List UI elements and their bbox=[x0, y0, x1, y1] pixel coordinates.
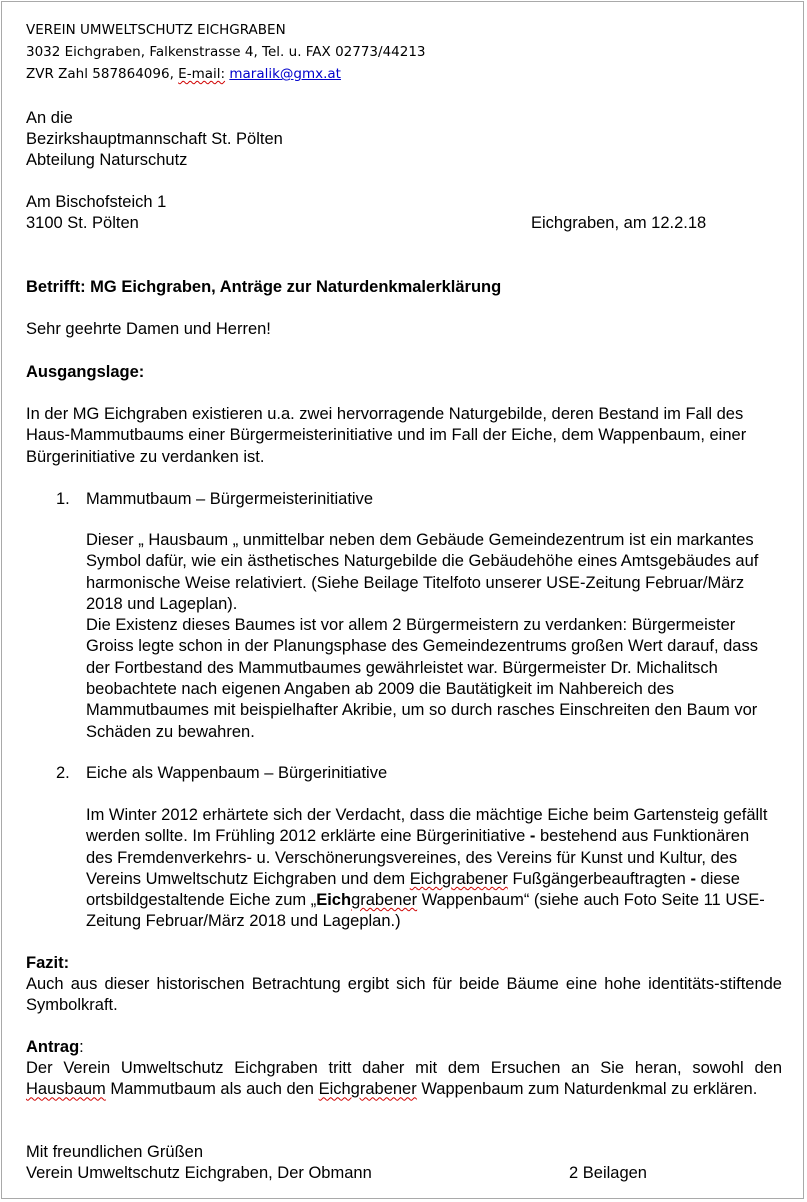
recipient-line-1: An die bbox=[26, 109, 73, 127]
email-link[interactable]: maralik@gmx.at bbox=[229, 66, 341, 82]
signature: Verein Umweltschutz Eichgraben, Der Obmann bbox=[26, 1164, 372, 1182]
recipient-city: 3100 St. Pölten bbox=[26, 214, 139, 232]
fazit-heading: Fazit: bbox=[26, 954, 70, 972]
closing: Mit freundlichen Grüßen bbox=[26, 1143, 203, 1161]
email-label: E-mail: bbox=[178, 66, 226, 82]
salutation: Sehr geehrte Damen und Herren! bbox=[26, 320, 271, 338]
item-1-paragraph bbox=[86, 530, 776, 743]
subject-line: Betrifft: MG Eichgraben, Anträge zur Naturdenkmalerklärung bbox=[26, 278, 502, 296]
antrag-heading-line: Antrag: bbox=[26, 1038, 84, 1056]
item-1-number: 1. bbox=[56, 490, 70, 508]
item-1-title: Mammutbaum – Bürgermeisterinitiative bbox=[86, 490, 374, 508]
fazit-paragraph: Auch aus dieser historischen Betrachtung ergibt sich für beide Bäume eine hohe identitäts-stiftende Symbolkraft. bbox=[26, 975, 782, 1015]
intro-paragraph: In der MG Eichgraben existieren u.a. zwei hervorragende Naturgebilde, deren Bestand im Fall des Haus-Mammutbaums einer Bürgermeisterinitiative und im Fall der Eiche, dem Wappenbaum, einer Bürgerinitiative zu verdanken ist. bbox=[26, 405, 747, 466]
recipient-line-2: Bezirkshauptmannschaft St. Pölten bbox=[26, 130, 283, 148]
attachments-note: 2 Beilagen bbox=[569, 1164, 647, 1182]
item-2-paragraph: Im Winter 2012 erhärtete sich der Verdacht, dass die mächtige Eiche beim Gartensteig gefällt werden sollte. Im Frühling 2012 erklärte eine Bürgerinitiative - bestehend aus Funktionären des Fremdenverkehrs- u. Verschönerungsvereines, des Vereins für Kunst und Kultur, des Vereins Umweltschutz Eichgraben und dem Eichgrabener Fußgängerbeauftragten - diese ortsbildgestaltende Eiche zum „Eichgrabener Wappenbaum“ (siehe auch Foto Seite 11 USE-Zeitung Februar/März 2018 und Lageplan.) bbox=[86, 806, 768, 931]
letterhead-line-3 bbox=[26, 66, 341, 82]
item-1-text-2: Die Existenz dieses Baumes ist vor allem 2 Bürgermeistern zu verdanken: Bürgermeister Groiss legte schon in der Planungsphase des Gemeindezentrums großen Wert darauf, dass der Fortbestand des Mammutbaumes gewährleistet war. Bürgermeister Dr. Michalitsch beobachtete nach eigenen Angaben ab 2009 die Bautätigkeit im Nahbereich des Mammutbaumes mit beispielhafter Akribie, um so durch rasches Einschreiten den Baum vor Schäden zu bewahren. bbox=[86, 616, 758, 741]
recipient-street: Am Bischofsteich 1 bbox=[26, 193, 167, 211]
antrag-paragraph: Der Verein Umweltschutz Eichgraben tritt daher mit dem Ersuchen an Sie heran, sowohl den Hausbaum Mammutbaum als auch den Eichgrabener Wappenbaum zum Naturdenkmal zu erklären. bbox=[26, 1059, 782, 1099]
item-1-text: Dieser „ Hausbaum „ unmittelbar neben dem Gebäude Gemeindezentrum ist ein markantes Symbol dafür, wie ein ästhetisches Naturgebilde die Gebäudehöhe eines Amtsgebäudes auf harmonische Weise relativiert. (Siehe Beilage Titelfoto unserer USE-Zeitung Februar/März 2018 und Lageplan). bbox=[86, 531, 759, 613]
zvr-number: ZVR Zahl 587864096, bbox=[26, 66, 179, 82]
antrag-heading: Antrag bbox=[26, 1038, 80, 1056]
place-date: Eichgraben, am 12.2.18 bbox=[531, 214, 707, 232]
item-2-title: Eiche als Wappenbaum – Bürgerinitiative bbox=[86, 764, 388, 782]
letterhead-line-2: 3032 Eichgraben, Falkenstrasse 4, Tel. u. FAX 02773/44213 bbox=[26, 44, 426, 60]
item-2-number: 2. bbox=[56, 764, 70, 782]
letterhead-line-1: VEREIN UMWELTSCHUTZ EICHGRABEN bbox=[26, 22, 286, 38]
recipient-line-3: Abteilung Naturschutz bbox=[26, 151, 188, 169]
section-heading-ausgangslage: Ausgangslage: bbox=[26, 363, 145, 381]
